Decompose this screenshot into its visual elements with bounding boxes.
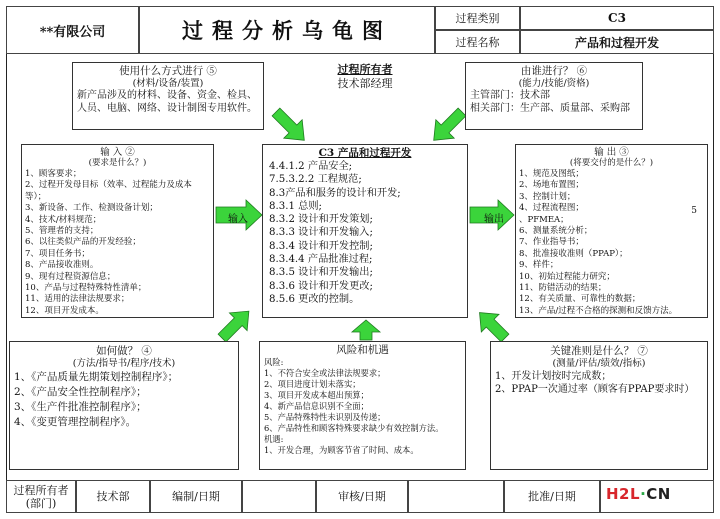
output-item: 4、过程流程图； (519, 203, 584, 214)
input-item: 7、项目任务书； (25, 248, 90, 259)
risk-title: 风险和机遇 (336, 344, 389, 356)
process-clause: 8.3.3 设计和开发输入; (269, 227, 373, 239)
process-clause: 8.3.1 总则; (269, 200, 322, 212)
criteria-box (490, 341, 708, 470)
who-line-main: 主管部门：技术部 (470, 90, 550, 101)
method-title: 如何做？ ④ (96, 345, 152, 357)
risk-item: 1、不符合安全或法律法规要求； (264, 368, 386, 378)
input-item: 1、顾客要求； (25, 169, 82, 179)
company-name: **有限公司 (6, 6, 139, 54)
risk-list (264, 368, 461, 434)
outputs-side-number: 5 (691, 206, 697, 216)
input-item: 11、适用的法律法规要求； (25, 294, 130, 305)
inputs-box (21, 144, 214, 318)
outputs-subtitle: (将要交付的是什么？) (569, 158, 654, 168)
risk-box (259, 341, 466, 470)
process-clause: 8.3产品和服务的设计和开发; (269, 187, 401, 199)
process-category-label: 过程类别 (435, 6, 520, 30)
page-title: 过程分析乌龟图 (139, 6, 435, 54)
output-item: 9、样件； (519, 260, 559, 271)
input-item: 10、产品与过程特殊特性清单； (25, 283, 147, 294)
method-box (9, 341, 239, 470)
outputs-title: 输 出 ③ (594, 147, 629, 158)
who-subtitle: (能力/技能/资格) (518, 78, 590, 89)
method-list (14, 370, 234, 430)
risk-arrow (352, 320, 380, 340)
output-item: 12、有关质量、可靠性的数据； (519, 294, 641, 305)
resources-subtitle: (材料/设备/装置) (132, 78, 204, 89)
footer-review-label: 审核/日期 (316, 480, 408, 513)
opportunity-list (264, 445, 461, 456)
footer-review-signature (408, 480, 504, 513)
process-clause: 8.3.4.4 产品批准过程; (269, 254, 373, 266)
risk-item: 4、新产品信息识别不全面； (264, 401, 369, 411)
output-item: 1、规范及图纸； (519, 169, 584, 179)
output-item: 13、产品/过程不合格的探测和反馈方法。 (519, 305, 678, 316)
criteria-subtitle: (测量/评估/绩效/指标) (552, 358, 646, 369)
output-item: 、PFMEA； (519, 214, 569, 225)
method-item: 3、《生产件批准控制程序》； (14, 401, 147, 413)
input-arrow-label: 输入 (228, 214, 248, 225)
process-clause: 8.3.6 设计和开发更改; (269, 280, 373, 292)
who-line-related: 相关部门：生产部、质量部、采购部 (470, 102, 630, 114)
footer-approve-label: 批准/日期 (504, 480, 600, 513)
criteria-item: 1、开发计划按时完成数； (495, 371, 612, 382)
process-name-label: 过程名称 (435, 30, 520, 54)
input-item: 8、产品接收准则。 (25, 260, 99, 271)
input-item: 6、以往类似产品的开发经验； (25, 237, 141, 248)
process-owner-title: 过程所有者 (337, 63, 393, 76)
output-item: 8、批准接收准则（PPAP）； (519, 248, 628, 259)
footer-owner-value: 技术部 (76, 480, 150, 513)
output-item: 3、控制计划； (519, 191, 576, 202)
outputs-list (519, 169, 704, 317)
criteria-title: 关键准则是什么？ ⑦ (550, 345, 648, 357)
method-subtitle: (方法/指导书/程序/技术) (72, 358, 176, 369)
risk-item: 2、项目进度计划未落实； (264, 379, 361, 389)
resources-body: 新产品涉及的材料、设备、资金、检具、人员、电脑、网络、设计制图专用软件。 (77, 90, 257, 114)
risk-item: 3、项目开发成本超出预算； (264, 390, 369, 400)
input-item: 5、管理者的支持； (25, 226, 99, 237)
opportunity-item: 1、开发合理，为顾客节省了时间、成本。 (264, 445, 419, 455)
footer-prepare-signature (242, 480, 316, 513)
criteria-list (495, 370, 703, 396)
method-item: 1、《产品质量先期策划控制程序》； (14, 371, 179, 383)
process-clauses-list (269, 160, 461, 306)
resources-title: 使用什么方式进行 ⑤ (119, 65, 217, 77)
process-owner (320, 63, 410, 91)
process-clause: 8.3.5 设计和开发输出; (269, 267, 373, 279)
output-item: 10、初始过程能力研究； (519, 271, 615, 282)
footer-prepare-label: 编制/日期 (150, 480, 242, 513)
input-item: 4、技术/材料规范； (25, 214, 102, 225)
risk-label: 风险: (264, 357, 284, 367)
method-item: 2、《产品安全性控制程序》； (14, 386, 147, 398)
input-item: 9、现有过程资源信息； (25, 271, 116, 282)
process-box-title: C3 产品和过程开发 (318, 147, 412, 159)
process-box (262, 144, 468, 318)
outputs-box (515, 144, 708, 318)
process-name-value: 产品和过程开发 (520, 30, 714, 54)
process-clause: 4.4.1.2 产品安全; (269, 161, 353, 172)
opportunity-label: 机遇: (264, 434, 284, 444)
watermark-logo: H2L·CN (606, 485, 671, 503)
input-item: 3、新设备、工作、检测设备计划； (25, 203, 158, 214)
process-clause: 8.3.4 设计和开发控制; (269, 240, 373, 252)
process-clause: 7.5.3.2.2 工程规范; (269, 174, 362, 186)
who-box (465, 62, 643, 130)
output-item: 7、作业指导书； (519, 237, 584, 248)
input-item: 2、过程开发母目标（效率、过程能力及成本等）； (25, 180, 192, 202)
process-clause: 8.3.2 设计和开发策划; (269, 214, 373, 226)
resources-box (72, 62, 264, 130)
output-item: 11、防错活动的结果； (519, 283, 607, 294)
process-category-value: C3 (520, 6, 714, 30)
output-item: 6、测量系统分析； (519, 226, 593, 237)
process-clause: 8.5.6 更改的控制。 (269, 293, 360, 305)
who-title: 由谁进行？ ⑥ (520, 65, 588, 77)
input-item: 12、项目开发成本。 (25, 305, 104, 316)
criteria-item: 2、PPAP一次通过率（顾客有PPAP要求时） (495, 384, 695, 395)
output-arrow-label: 输出 (484, 214, 504, 225)
inputs-subtitle: (要求是什么？) (88, 158, 147, 168)
footer-owner-label: 过程所有者(部门) (6, 480, 76, 513)
risk-item: 6、产品特性和顾客特殊要求缺少有效控制方法。 (264, 423, 444, 433)
resources-arrow (267, 103, 314, 150)
inputs-list (25, 169, 210, 317)
risk-item: 5、产品特殊特性未识别及传递； (264, 412, 386, 422)
method-item: 4、《变更管理控制程序》。 (14, 416, 137, 428)
process-owner-value: 技术部经理 (337, 77, 393, 90)
output-item: 2、场地布置图； (519, 180, 584, 191)
inputs-title: 输 入 ② (100, 147, 135, 158)
